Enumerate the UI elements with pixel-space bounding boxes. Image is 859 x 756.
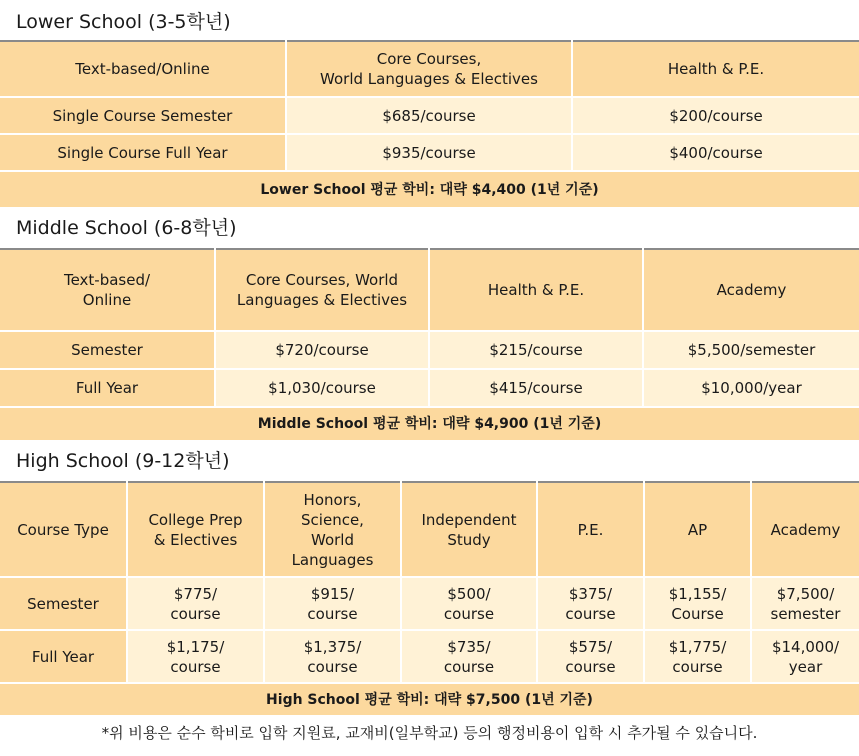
middle-school-table — [0, 248, 859, 442]
column-header: Health & P.E. — [429, 249, 643, 331]
price-cell: $500/ course — [401, 577, 537, 630]
table-header-row — [0, 41, 859, 97]
price-cell: $200/course — [572, 97, 859, 134]
price-cell: $935/course — [286, 134, 572, 171]
column-header: Core Courses, World Languages & Electives — [215, 249, 429, 331]
lower-school-title: Lower School (3-5학년) — [16, 11, 231, 33]
average-tuition: Lower School 평균 학비: 대략 $4,400 (1년 기준) — [0, 171, 859, 208]
column-header: Independent Study — [401, 482, 537, 577]
high-school-table — [0, 481, 859, 717]
column-header: Core Courses, World Languages & Electives — [286, 41, 572, 97]
price-cell: $1,155/ Course — [644, 577, 751, 630]
price-cell: $400/course — [572, 134, 859, 171]
price-cell: $7,500/ semester — [751, 577, 859, 630]
table-header-row — [0, 249, 859, 331]
table-row — [0, 97, 859, 134]
table-row — [0, 134, 859, 171]
price-cell: $415/course — [429, 369, 643, 407]
table-row — [0, 577, 859, 630]
price-cell: $10,000/year — [643, 369, 859, 407]
column-header: College Prep & Electives — [127, 482, 264, 577]
column-header: P.E. — [537, 482, 644, 577]
average-row — [0, 171, 859, 208]
price-cell: $14,000/ year — [751, 630, 859, 683]
column-header: Text-based/ Online — [0, 249, 215, 331]
average-tuition: High School 평균 학비: 대략 $7,500 (1년 기준) — [0, 683, 859, 716]
column-header: Academy — [751, 482, 859, 577]
price-cell: $685/course — [286, 97, 572, 134]
price-cell: $775/ course — [127, 577, 264, 630]
price-cell: $720/course — [215, 331, 429, 369]
average-row — [0, 683, 859, 716]
price-cell: $1,375/ course — [264, 630, 401, 683]
lower-school-table — [0, 40, 859, 209]
row-label: Full Year — [0, 630, 127, 683]
column-header: Course Type — [0, 482, 127, 577]
average-tuition: Middle School 평균 학비: 대략 $4,900 (1년 기준) — [0, 407, 859, 441]
price-cell: $1,775/ course — [644, 630, 751, 683]
column-header: Honors, Science, World Languages — [264, 482, 401, 577]
column-header: Academy — [643, 249, 859, 331]
table-row — [0, 331, 859, 369]
middle-school-title: Middle School (6-8학년) — [16, 217, 237, 239]
column-header: Health & P.E. — [572, 41, 859, 97]
row-label: Semester — [0, 331, 215, 369]
table-row — [0, 630, 859, 683]
table-row — [0, 369, 859, 407]
row-label: Semester — [0, 577, 127, 630]
price-cell: $1,175/ course — [127, 630, 264, 683]
column-header: AP — [644, 482, 751, 577]
column-header: Text-based/Online — [0, 41, 286, 97]
price-cell: $915/ course — [264, 577, 401, 630]
price-cell: $375/ course — [537, 577, 644, 630]
high-school-title: High School (9-12학년) — [16, 450, 230, 472]
row-label: Full Year — [0, 369, 215, 407]
price-cell: $575/ course — [537, 630, 644, 683]
price-cell: $215/course — [429, 331, 643, 369]
footnote: *위 비용은 순수 학비로 입학 지원료, 교재비(일부학교) 등의 행정비용이 입학 시 추가될 수 있습니다. — [101, 724, 758, 742]
table-header-row — [0, 482, 859, 577]
price-cell: $5,500/semester — [643, 331, 859, 369]
price-cell: $1,030/course — [215, 369, 429, 407]
row-label: Single Course Semester — [0, 97, 286, 134]
row-label: Single Course Full Year — [0, 134, 286, 171]
price-cell: $735/ course — [401, 630, 537, 683]
average-row — [0, 407, 859, 441]
